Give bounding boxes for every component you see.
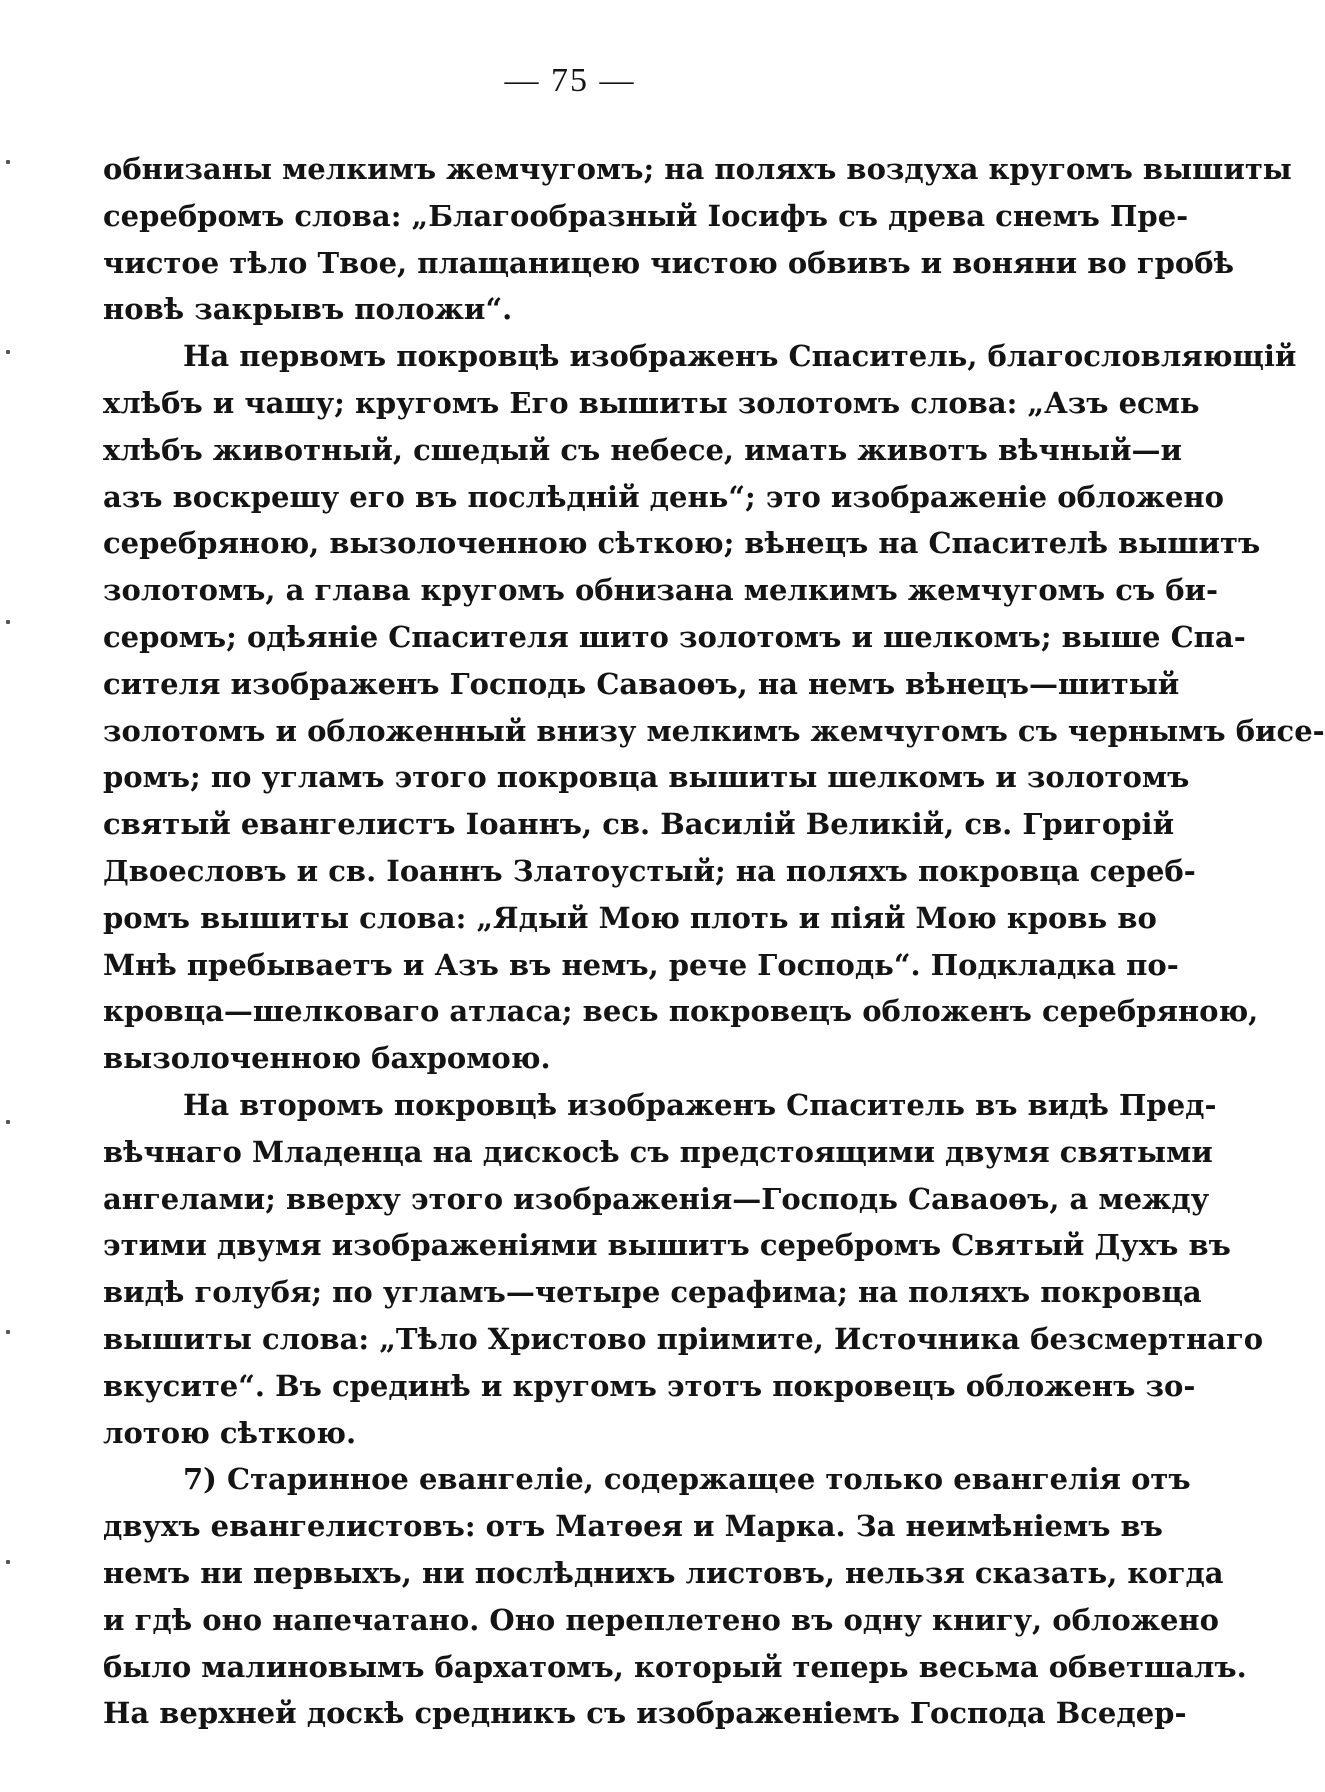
text-line: азъ воскрешу его въ послѣдній день“; это изображеніе обложено [103, 479, 1224, 514]
page-number: — 75 — [504, 62, 636, 99]
margin-speck [6, 160, 10, 164]
text-line: На первомъ покровцѣ изображенъ Спаситель, благословляющій [183, 339, 1297, 374]
margin-speck [6, 1120, 10, 1124]
text-line: видѣ голубя; по угламъ—четыре серафима; на поляхъ покровца [103, 1275, 1202, 1310]
text-line: хлѣбъ и чашу; кругомъ Его вышиты золотомъ слова: „Азъ есмь [103, 385, 1200, 420]
text-line: Мнѣ пребываетъ и Азъ въ немъ, рече Господь“. Подкладка по- [103, 947, 1179, 982]
margin-marks [0, 0, 20, 1792]
text-line: Двоесловъ и св. Іоаннъ Златоустый; на поляхъ покровца сереб- [103, 853, 1196, 888]
text-line: золотомъ и обложенный внизу мелкимъ жемчугомъ съ чернымъ бисе- [103, 713, 1325, 748]
text-line: немъ ни первыхъ, ни послѣднихъ листовъ, нельзя сказать, когда [103, 1555, 1224, 1590]
text-line: святый евангелистъ Іоаннъ, св. Василій Великій, св. Григорій [103, 807, 1175, 842]
text-line: серомъ; одѣяніе Спасителя шито золотомъ и шелкомъ; выше Спа- [103, 619, 1246, 654]
text-line: серебромъ слова: „Благообразный Іосифъ съ древа снемъ Пре- [103, 198, 1189, 233]
margin-speck [6, 1560, 10, 1564]
text-line: вызолоченною бахромою. [103, 1041, 551, 1076]
text-line: ромъ; по угламъ этого покровца вышиты шелкомъ и золотомъ [103, 760, 1190, 795]
text-line: На второмъ покровцѣ изображенъ Спаситель въ видѣ Пред- [183, 1087, 1217, 1122]
text-line: 7) Старинное евангеліе, содержащее только евангелія отъ [183, 1462, 1191, 1497]
text-line: двухъ евангелистовъ: отъ Матѳея и Марка. За неимѣніемъ въ [103, 1509, 1163, 1544]
text-line: обнизаны мелкимъ жемчугомъ; на поляхъ воздуха кругомъ вышиты [103, 152, 1292, 186]
text-line: хлѣбъ животный, сшедый съ небесе, имать животъ вѣчный—и [103, 432, 1183, 467]
text-line: серебряною, вызолоченною сѣткою; вѣнецъ на Спасителѣ вышитъ [103, 526, 1261, 561]
text-line: чистое тѣло Твое, плащаницею чистою обвивъ и воняни во гробѣ [103, 245, 1234, 280]
text-line: этими двумя изображеніями вышитъ серебромъ Святый Духъ въ [103, 1228, 1231, 1263]
text-line: ромъ вышиты слова: „Ядый Мою плоть и піяй Мою кровь во [103, 900, 1157, 935]
text-line: сителя изображенъ Господь Саваоѳъ, на немъ вѣнецъ—шитый [103, 666, 1180, 701]
text-line: кровца—шелковаго атласа; весь покровецъ обложенъ серебряною, [103, 994, 1259, 1029]
margin-speck [6, 620, 10, 624]
text-line: было малиновымъ бархатомъ, который теперь весьма обветшалъ. [103, 1649, 1247, 1684]
text-line: и гдѣ оно напечатано. Оно переплетено въ одну книгу, обложено [103, 1602, 1220, 1637]
text-line: вышиты слова: „Тѣло Христово пріимите, Источника безсмертнаго [103, 1321, 1264, 1356]
text-line: ангелами; вверху этого изображенія—Господь Саваоѳъ, а между [103, 1181, 1210, 1216]
text-line: золотомъ, а глава кругомъ обнизана мелкимъ жемчугомъ съ би- [103, 573, 1219, 608]
margin-speck [6, 350, 10, 354]
margin-speck [6, 1330, 10, 1334]
text-line: вѣчнаго Младенца на дискосѣ съ предстоящими двумя святыми [103, 1134, 1213, 1169]
text-line: На верхней доскѣ средникъ съ изображеніемъ Господа Вседер- [103, 1696, 1187, 1731]
body-text [103, 146, 1325, 1737]
text-line: лотою сѣткою. [103, 1415, 357, 1450]
text-line: вкусите“. Въ срединѣ и кругомъ этотъ покровецъ обложенъ зо- [103, 1368, 1196, 1403]
text-line: новѣ закрывъ положи“. [103, 292, 513, 327]
